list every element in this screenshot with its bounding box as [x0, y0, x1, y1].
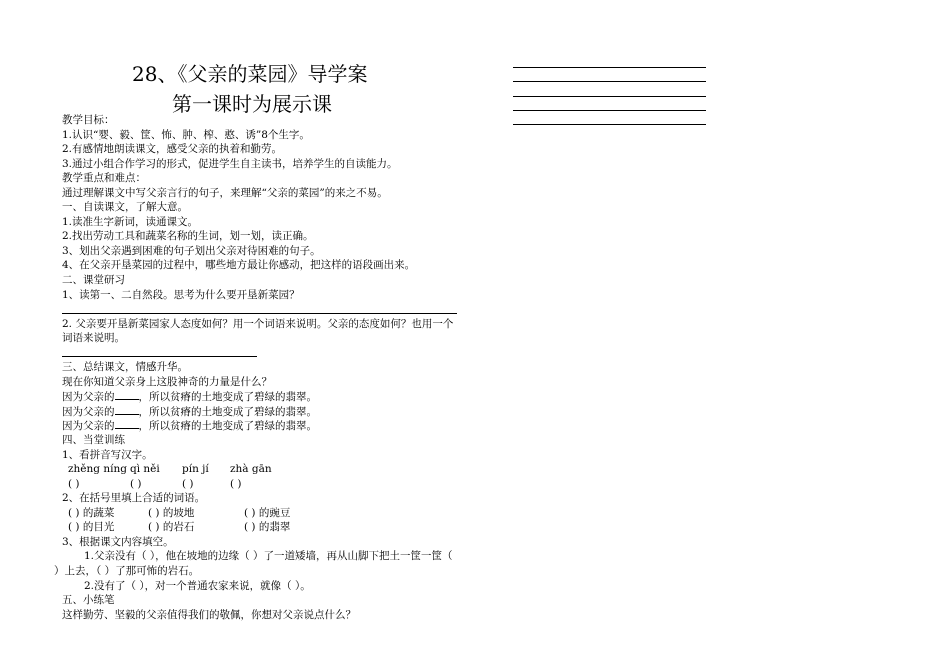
- fill-row-1: [54, 506, 459, 521]
- goals-heading: 教学目标：: [62, 114, 115, 126]
- section-1-heading: 一、自读课文，了解大意。: [62, 201, 188, 214]
- key-heading: 教学重点和难点：: [62, 172, 146, 185]
- pinyin-1: zhěng níng: [68, 463, 127, 476]
- pinyin-2: qì něi: [130, 463, 160, 476]
- worksheet-body: [54, 113, 459, 622]
- section-4-item-3: 3、根据课文内容填空。: [62, 535, 174, 548]
- bracket-3[interactable]: ( ): [182, 477, 194, 490]
- section-5-question: 这样勤劳、坚毅的父亲值得我们的敬佩，你想对父亲说点什么？: [62, 608, 356, 621]
- name-line-4[interactable]: [513, 110, 706, 111]
- blank[interactable]: [115, 389, 139, 400]
- section-4-item-1: 1、看拼音写汉字。: [62, 448, 153, 461]
- name-line-2[interactable]: [513, 81, 706, 82]
- fill-1-3[interactable]: ( ) 的豌豆: [244, 506, 291, 519]
- because-line-1: 因为父亲的 ，所以贫瘠的土地变成了碧绿的翡翠。: [62, 391, 317, 404]
- section-3-question: 现在你知道父亲身上这股神奇的力量是什么？: [62, 375, 272, 388]
- page-subtitle: 第一课时为展示课: [172, 92, 332, 116]
- fill-row-2: [54, 520, 459, 535]
- pinyin-3: pín jí: [182, 463, 209, 476]
- fill-1-2[interactable]: ( ) 的坡地: [148, 506, 195, 519]
- fill-2-2[interactable]: ( ) 的岩石: [148, 521, 195, 534]
- section-2-heading: 二、课堂研习: [62, 274, 125, 287]
- section-2-question-1: 1、读第一、二自然段。思考为什么要开垦新菜园？: [62, 288, 300, 301]
- name-line-1[interactable]: [513, 67, 706, 68]
- key-text: 通过理解课文中写父亲言行的句子，来理解“父亲的菜园”的来之不易。: [62, 186, 388, 199]
- bracket-row: [54, 477, 459, 492]
- cloze-2: 2.没有了（ ），对一个普通农家来说，就像（ ）。: [84, 579, 311, 592]
- goal-2: 2.有感情地朗读课文，感受父亲的执着和勤劳。: [62, 143, 283, 156]
- pinyin-row: [54, 462, 459, 477]
- section-4-heading: 四、当堂训练: [62, 434, 125, 447]
- because-line-3: 因为父亲的 ，所以贫瘠的土地变成了碧绿的翡翠。: [62, 420, 317, 433]
- section-5-heading: 五、小练笔: [62, 594, 115, 607]
- fill-2-1[interactable]: ( ) 的目光: [68, 521, 115, 534]
- bracket-4[interactable]: ( ): [230, 477, 242, 490]
- section-1-item-4: 4、在父亲开垦菜园的过程中，哪些地方最让你感动，把这样的语段画出来。: [62, 259, 416, 272]
- pinyin-4: zhà gān: [230, 463, 272, 476]
- answer-line-1[interactable]: [54, 302, 459, 317]
- blank[interactable]: [115, 404, 139, 415]
- goal-3: 3.通过小组合作学习的形式，促进学生自主读书，培养学生的自读能力。: [62, 157, 398, 170]
- bracket-1[interactable]: ( ): [68, 477, 80, 490]
- section-3-heading: 三、总结课文，情感升华。: [62, 361, 188, 374]
- goal-1: 1.认识“婴、毅、筐、怖、肿、榨、憨、诱”8个生字。: [62, 128, 310, 141]
- section-1-item-3: 3、划出父亲遇到困难的句子划出父亲对待困难的句子。: [62, 244, 321, 257]
- bracket-2[interactable]: ( ): [130, 477, 142, 490]
- cloze-1: 1.父亲没有（ ），他在坡地的边缘（ ）了一道矮墙，再从山脚下把土一筐一筐（ ）上去，（ ）了那可怖的岩石。: [54, 550, 453, 577]
- because-line-2: 因为父亲的 ，所以贫瘠的土地变成了碧绿的翡翠。: [62, 405, 317, 418]
- section-1-item-1: 1.读准生字新词，读通课文。: [62, 215, 199, 228]
- answer-line-2[interactable]: [54, 346, 459, 361]
- section-4-item-2: 2、在括号里填上合适的词语。: [62, 492, 206, 505]
- fill-1-1[interactable]: ( ) 的蔬菜: [68, 506, 115, 519]
- page-title: 28、《父亲的菜园》导学案: [132, 62, 368, 86]
- section-1-item-2: 2.找出劳动工具和蔬菜名称的生词，划一划，读正确。: [62, 230, 314, 243]
- name-line-3[interactable]: [513, 96, 706, 97]
- section-2-question-2: 2. 父亲要开垦新菜园家人态度如何？用一个词语来说明。父亲的态度如何？也用一个词语来说明。: [62, 317, 454, 345]
- fill-2-3[interactable]: ( ) 的翡翠: [244, 521, 291, 534]
- blank[interactable]: [115, 418, 139, 429]
- name-line-5[interactable]: [513, 124, 706, 125]
